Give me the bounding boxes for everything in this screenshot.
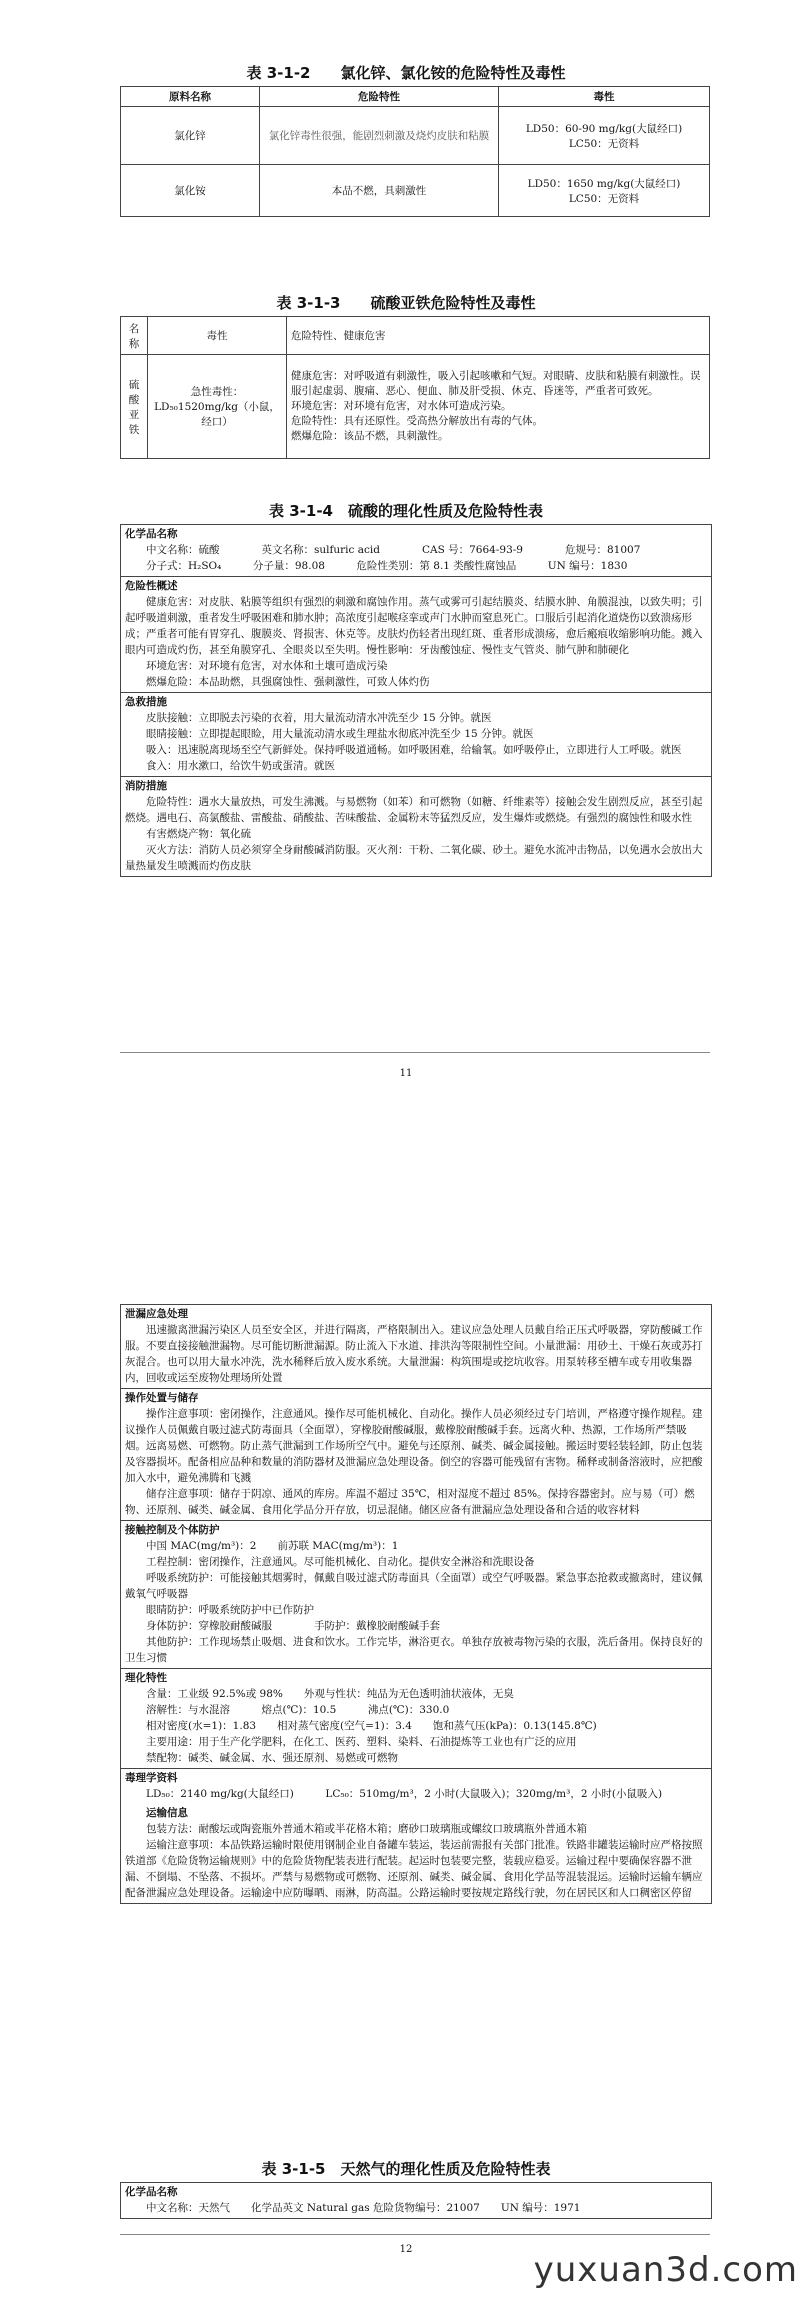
other-protection: 其他防护：工作现场禁止吸烟、进食和饮水。工作完毕，淋浴更衣。单独存放被毒物污染的衣服，洗后备用。保持良好的卫生习惯 [125, 1636, 703, 1664]
watermark: yuxuan3d.com [533, 2250, 798, 2290]
solubility-points: 溶解性：与水混溶 熔点(℃)：10.5 沸点(℃)：330.0 [146, 1704, 450, 1716]
ingestion: 食入：用水漱口，给饮牛奶或蛋清。就医 [146, 760, 335, 772]
hazard-property: 危险特性：遇水大量放热，可发生沸溅。与易燃物（如苯）和可燃物（如糖、纤维素等）接触会发生剧烈反应，甚至引起燃烧。遇电石、高氯酸盐、雷酸盐、硝酸盐、苦味酸盐、金属粉末等猛烈反应，发生爆炸或燃烧。有强烈的腐蚀性和吸水性 [125, 796, 703, 824]
sulfuric-acid-table-continued [120, 1304, 712, 1904]
combustion-product: 有害燃烧产物：氧化硫 [146, 828, 251, 840]
section-title: 消防措施 [125, 780, 167, 792]
section-title: 泄漏应急处理 [125, 1308, 188, 1320]
section-hazard-overview [121, 576, 711, 692]
section-title: 危险性概述 [125, 580, 178, 592]
section-title: 化学品名称 [125, 528, 178, 540]
section-chemical-name [121, 525, 711, 576]
section-exposure-protection [121, 1520, 711, 1668]
natural-gas-table [120, 2182, 712, 2219]
eye-contact: 眼睛接触：立即提起眼睑，用大量流动清水或生理盐水彻底冲洗至少 15 分钟。就医 [146, 728, 534, 740]
row-zinc-chloride-name: 氯化锌 [121, 107, 260, 165]
col-header-material: 原料名称 [121, 87, 260, 107]
row-ammonium-chloride-name: 氯化铵 [121, 165, 260, 217]
page-footer-rule [120, 2234, 710, 2235]
section-first-aid [121, 692, 711, 776]
incompatibles: 禁配物：碱类、碱金属、水、强还原剂、易燃或可燃物 [146, 1752, 398, 1764]
ferrous-sulfate-name: 硫酸亚铁 [121, 355, 148, 459]
section-title: 运输信息 [146, 1807, 188, 1819]
section-fire-fighting [121, 776, 711, 876]
table-caption-3-1-4: 表 3-1-4 硫酸的理化性质及危险特性表 [269, 502, 543, 520]
environment-hazard: 环境危害：对环境有危害，对水体和土壤可造成污染 [146, 660, 388, 672]
chemical-name-line-1: 中文名称：硫酸 英文名称：sulfuric acid CAS 号：7664-93-9 危规号：81007 [146, 544, 641, 556]
transport-precautions: 运输注意事项：本品铁路运输时限使用钢制企业自备罐车装运，装运前需报有关部门批准。铁路非罐装运输时应严格按照铁道部《危险货物运输规则》中的危险货物配装表进行配装。起运时包装要完整，装载应稳妥。运输过程中要确保容器不泄漏、不倒塌、不坠落、不损坏。严禁与易燃物或可燃物、还原剂、碱类、碱金属、食用化学品等混装混运。运输时运输车辆应配备泄漏应急处理设备。运输途中应防曝晒、雨淋，防高温。公路运输时要按规定路线行驶，勿在居民区和人口稠密区停留 [125, 1839, 703, 1899]
row-ammonium-chloride-toxicity: LD50：1650 mg/kg(大鼠经口) LC50：无资料 [499, 165, 710, 217]
handling-precautions: 操作注意事项：密闭操作，注意通风。操作尽可能机械化、自动化。操作人员必须经过专门培训，严格遵守操作规程。建议操作人员佩戴自吸过滤式防毒面具（全面罩），穿橡胶耐酸碱服，戴橡胶耐酸碱手套。远离火种、热源，工作场所严禁吸烟。远离易燃、可燃物。防止蒸气泄漏到工作场所空气中。避免与还原剂、碱类、碱金属接触。搬运时要轻装轻卸，防止包装及容器损坏。配备相应品种和数量的消防器材及泄漏应急处理设备。倒空的容器可能残留有害物。稀释或制备溶液时，应把酸加入水中，避免沸腾和飞溅 [125, 1408, 703, 1484]
section-title: 理化特性 [125, 1672, 167, 1684]
explosion-hazard: 燃爆危险：本品助燃，具强腐蚀性、强刺激性，可致人体灼伤 [146, 676, 430, 688]
content-appearance: 含量：工业级 92.5%或 98% 外观与性状：纯品为无色透明油状液体，无臭 [146, 1688, 514, 1700]
ferrous-sulfate-toxicity: 急性毒性： LD₅₀1520mg/kg（小鼠，经口） [148, 355, 287, 459]
section-title: 急救措施 [125, 696, 167, 708]
row-ammonium-chloride-hazard: 本品不燃，具刺激性 [260, 165, 499, 217]
spill-response-text: 迅速撤离泄漏污染区人员至安全区，并进行隔离，严格限制出入。建议应急处理人员戴自给正压式呼吸器，穿防酸碱工作服。不要直接接触泄漏物。尽可能切断泄漏源。防止流入下水道、排洪沟等限制性空间。小量泄漏：用砂土、干燥石灰或苏打灰混合。也可以用大量水冲洗，洗水稀释后放入废水系统。大量泄漏：构筑围堤或挖坑收容。用泵转移至槽车或专用收集器内，回收或运至废物处理场所处置 [125, 1324, 703, 1384]
extinguishing-method: 灭火方法：消防人员必须穿全身耐酸碱消防服。灭火剂：干粉、二氧化碳、砂土。避免水流冲击物品，以免遇水会放出大量热量发生喷溅而灼伤皮肤 [125, 844, 703, 872]
main-uses: 主要用途：用于生产化学肥料，在化工、医药、塑料、染料、石油提炼等工业也有广泛的应用 [146, 1736, 577, 1748]
zinc-ammonium-chloride-table [120, 86, 710, 217]
section-title: 接触控制及个体防护 [125, 1524, 220, 1536]
page-number: 11 [399, 1068, 413, 1079]
section-physical-chemical [121, 1668, 711, 1768]
section-chemical-name [121, 2183, 711, 2218]
table-caption-3-1-5: 表 3-1-5 天然气的理化性质及危险特性表 [261, 2160, 551, 2178]
page-number: 12 [399, 2244, 413, 2255]
sulfuric-acid-table [120, 524, 712, 877]
section-transport [121, 1804, 711, 1903]
inhalation: 吸入：迅速脱离现场至空气新鲜处。保持呼吸道通畅。如呼吸困难，给输氧。如呼吸停止，立即进行人工呼吸。就医 [146, 744, 682, 756]
section-spill-response [121, 1305, 711, 1388]
mac-limits: 中国 MAC(mg/m³)：2 前苏联 MAC(mg/m³)：1 [146, 1540, 399, 1552]
table-caption-3-1-2: 表 3-1-2 氯化锌、氯化铵的危险特性及毒性 [246, 64, 566, 82]
engineering-control: 工程控制：密闭操作，注意通风。尽可能机械化、自动化。提供安全淋浴和洗眼设备 [146, 1556, 535, 1568]
natural-gas-name-line: 中文名称：天然气 化学品英文 Natural gas 危险货物编号：21007 UN 编号：1971 [146, 2202, 581, 2214]
skin-contact: 皮肤接触：立即脱去污染的衣着，用大量流动清水冲洗至少 15 分钟。就医 [146, 712, 492, 724]
section-handling-storage [121, 1388, 711, 1520]
section-title: 毒理学资料 [125, 1772, 178, 1784]
ferrous-sulfate-hazard: 健康危害：对呼吸道有刺激性，吸入引起咳嗽和气短。对眼睛、皮肤和粘膜有刺激性。误服引起虚弱、腹痛、恶心、便血、肺及肝受损、休克、昏迷等，严重者可致死。 环境危害：对环境有危害，对水体可造成污染。 危险特性：具有还原性。受高热分解放出有毒的气体。 燃爆危险：该品不燃，具刺激性。 [287, 355, 710, 459]
col-header-name: 名称 [121, 317, 148, 355]
body-hand-protection: 身体防护：穿橡胶耐酸碱服 手防护：戴橡胶耐酸碱手套 [146, 1620, 440, 1632]
col-header-hazard: 危险特性、健康危害 [287, 317, 710, 355]
col-header-toxicity: 毒性 [499, 87, 710, 107]
packaging-method: 包装方法：耐酸坛或陶瓷瓶外普通木箱或半花格木箱；磨砂口玻璃瓶或螺纹口玻璃瓶外普通木箱 [146, 1823, 587, 1835]
ld50-lc50: LD₅₀：2140 mg/kg(大鼠经口) LC₅₀：510mg/m³，2 小时(大鼠吸入)；320mg/m³，2 小时(小鼠吸入) [146, 1788, 663, 1800]
ferrous-sulfate-table [120, 316, 710, 459]
storage-precautions: 储存注意事项：储存于阴凉、通风的库房。库温不超过 35℃，相对湿度不超过 85%。保持容器密封。应与易（可）燃物、还原剂、碱类、碱金属、食用化学品分开存放，切忌混储。储区应备有泄漏应急处理设备和合适的收容材料 [125, 1488, 695, 1516]
density-vapor: 相对密度(水=1)：1.83 相对蒸气密度(空气=1)：3.4 饱和蒸气压(kPa)：0.13(145.8℃) [146, 1720, 597, 1732]
page-footer-rule [120, 1052, 710, 1053]
respiratory-protection: 呼吸系统防护：可能接触其烟雾时，佩戴自吸过滤式防毒面具（全面罩）或空气呼吸器。紧急事态抢救或撤离时，建议佩戴氧气呼吸器 [125, 1572, 703, 1600]
row-zinc-chloride-toxicity: LD50：60-90 mg/kg(大鼠经口) LC50：无资料 [499, 107, 710, 165]
section-toxicology [121, 1768, 711, 1804]
section-title: 化学品名称 [125, 2186, 178, 2198]
eye-protection: 眼睛防护：呼吸系统防护中已作防护 [146, 1604, 314, 1616]
table-caption-3-1-3: 表 3-1-3 硫酸亚铁危险特性及毒性 [276, 294, 536, 312]
section-title: 操作处置与储存 [125, 1392, 199, 1404]
row-zinc-chloride-hazard: 氯化锌毒性很强，能剧烈刺激及烧灼皮肤和粘膜 [260, 107, 499, 165]
col-header-hazard: 危险特性 [260, 87, 499, 107]
col-header-toxicity: 毒性 [148, 317, 287, 355]
chemical-name-line-2: 分子式：H₂SO₄ 分子量：98.08 危险性类别：第 8.1 类酸性腐蚀品 UN 编号：1830 [146, 560, 628, 572]
health-hazard: 健康危害：对皮肤、粘膜等组织有强烈的刺激和腐蚀作用。蒸气或雾可引起结膜炎、结膜水肿、角膜混浊，以致失明；引起呼吸道刺激，重者发生呼吸困难和肺水肿；高浓度引起喉痉挛或声门水肿而窒息死亡。口服后引起消化道烧伤以致溃疡形成；严重者可能有胃穿孔、腹膜炎、肾损害、休克等。皮肤灼伤轻者出现红斑、重者形成溃疡，愈后瘢痕收缩影响功能。溅入眼内可造成灼伤，甚至角膜穿孔、全眼炎以至失明。慢性影响：牙齿酸蚀症、慢性支气管炎、肺气肿和肺硬化 [125, 596, 703, 656]
